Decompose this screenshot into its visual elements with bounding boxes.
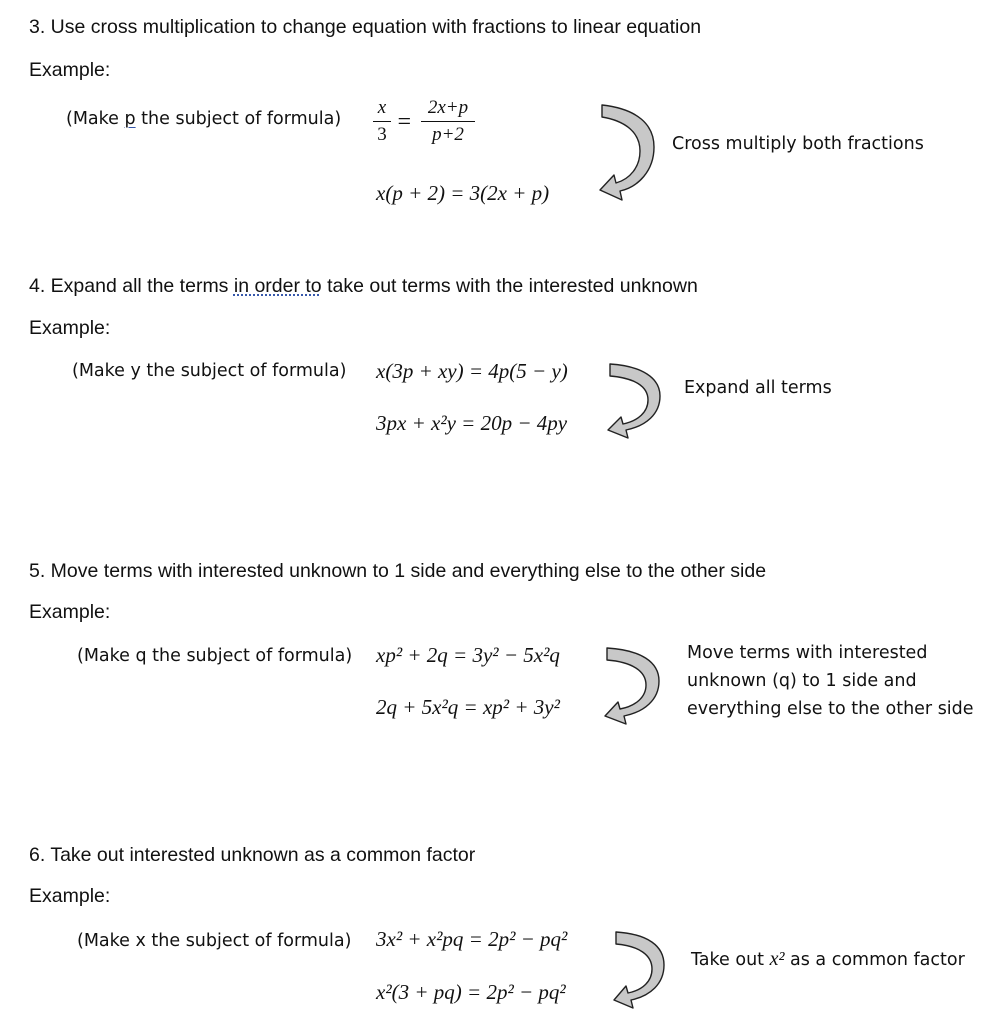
section-3-heading: 3. Use cross multiplication to change equation with fractions to linear equation <box>29 16 702 38</box>
dotted-underline-phrase: in order to <box>233 275 322 297</box>
section-6-note: Take out x² as a common factor <box>691 948 965 970</box>
section-5-instruction: (Make q the subject of formula) <box>77 646 353 666</box>
section-6-heading: 6. Take out interested unknown as a common factor <box>29 844 476 866</box>
section-4-heading: 4. Expand all the terms in order to take out terms with the interested unknown <box>29 275 698 297</box>
section-4-note: Expand all terms <box>684 378 832 398</box>
section-6-equation-line-2: x²(3 + pq) = 2p² − pq² <box>376 980 566 1004</box>
section-3-note: Cross multiply both fractions <box>672 134 924 154</box>
section-4-instruction: (Make y the subject of formula) <box>72 361 347 381</box>
section-3-equation-line-2: x(p + 2) = 3(2x + p) <box>376 181 550 205</box>
section-3-example-label: Example: <box>29 59 111 81</box>
section-5-heading: 5. Move terms with interested unknown to 1 side and everything else to the other side <box>29 560 767 582</box>
section-5-note: Move terms with interested unknown (q) to 1 side and everything else to the other side <box>687 643 974 719</box>
section-6-example-label: Example: <box>29 885 111 907</box>
section-4-example-label: Example: <box>29 317 111 339</box>
section-5-example-label: Example: <box>29 601 111 623</box>
section-3-instruction: (Make p the subject of formula) <box>66 109 342 129</box>
section-4-equation-line-1: x(3p + xy) = 4p(5 − y) <box>376 359 568 383</box>
equals-sign: = <box>396 109 413 135</box>
variable-p: p <box>124 109 136 129</box>
section-4-equation-line-2: 3px + x²y = 20p − 4py <box>376 411 568 435</box>
section-6-instruction: (Make x the subject of formula) <box>77 931 352 951</box>
note-math-x-squared: x² <box>769 948 785 970</box>
curved-arrow-icon <box>603 644 665 728</box>
curved-arrow-icon <box>606 360 666 442</box>
curved-arrow-icon <box>598 101 660 205</box>
section-6-equation-line-1: 3x² + x²pq = 2p² − pq² <box>376 927 568 951</box>
section-5-equation-line-2: 2q + 5x²q = xp² + 3y² <box>376 695 560 719</box>
fraction-x-over-3: x 3 <box>373 98 391 145</box>
curved-arrow-icon <box>612 928 670 1012</box>
section-5-equation-line-1: xp² + 2q = 3y² − 5x²q <box>376 643 560 667</box>
fraction-2x-plus-p-over-p-plus-2: 2x+p p+2 <box>421 98 475 145</box>
